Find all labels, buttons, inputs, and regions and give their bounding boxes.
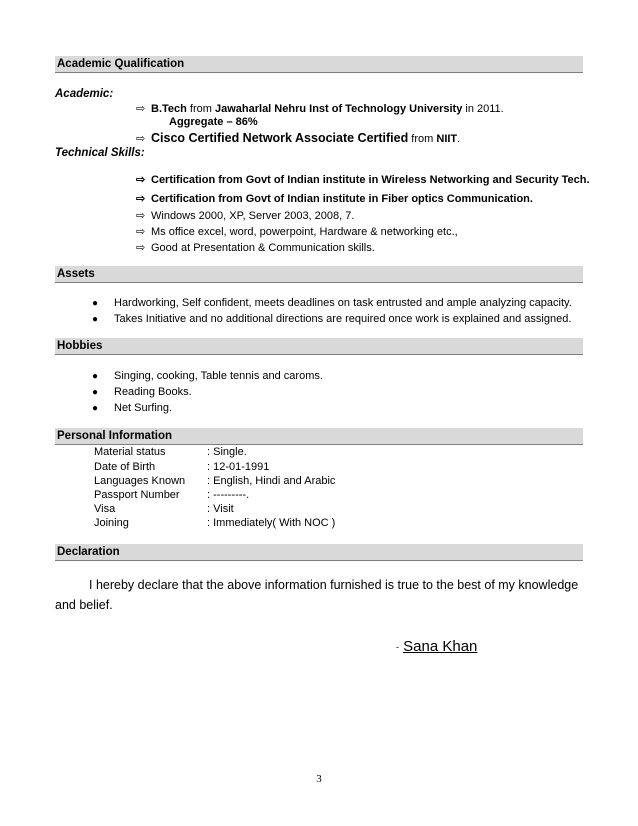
section-hobbies [55, 338, 583, 355]
skill-item: ⇨ Certification from Govt of Indian institute in Fiber optics Communication. [136, 193, 533, 205]
skill-item: ⇨ Certification from Govt of Indian institute in Wireless Networking and Security Tech. [136, 174, 590, 186]
skill-item: ⇨ Windows 2000, XP, Server 2003, 2008, 7. [136, 210, 355, 222]
bullet-icon: ● [92, 314, 99, 325]
arrow-icon: ⇨ [136, 242, 146, 254]
academic-item-btech: ⇨ B.Tech from Jawaharlal Nehru Inst of Technology University in 2011. [136, 103, 504, 115]
bullet-icon: ● [92, 298, 99, 309]
technical-skills-label: Technical Skills: [55, 147, 145, 159]
personal-info-row: Visa : Visit [94, 503, 234, 515]
signature-name: Sana Khan [403, 638, 478, 655]
personal-info-row: Passport Number : ---------. [94, 489, 250, 501]
section-declaration [55, 544, 583, 561]
section-academic-qualification [55, 56, 583, 73]
section-heading: Declaration [57, 546, 120, 558]
declaration-text: I hereby declare that the above information furnished is true to the best of my knowledge and belief. [55, 578, 579, 612]
academic-item-cisco: ⇨ Cisco Certified Network Associate Certified from NIIT. [136, 131, 461, 145]
arrow-icon: ⇨ [136, 210, 146, 222]
personal-info-row: Material status : Single. [94, 446, 247, 458]
academic-label: Academic: [55, 88, 114, 100]
page-number: 3 [316, 773, 322, 785]
bullet-icon: ● [92, 387, 99, 398]
list-item: ● Reading Books. [92, 386, 192, 398]
list-item: ● Net Surfing. [92, 402, 173, 414]
signature: - Sana Khan [396, 638, 478, 655]
list-item: ● Hardworking, Self confident, meets deadlines on task entrusted and ample analyzing capacity. [92, 297, 572, 309]
arrow-icon: ⇨ [136, 193, 146, 205]
bullet-icon: ● [92, 403, 99, 414]
list-item: ● Takes Initiative and no additional directions are required once work is explained and assigned. [92, 313, 572, 325]
section-personal-information [55, 428, 583, 445]
personal-info-row: Languages Known : English, Hindi and Arabic [94, 475, 336, 487]
section-heading: Assets [57, 268, 95, 280]
arrow-icon: ⇨ [136, 103, 146, 115]
section-heading: Hobbies [57, 340, 103, 352]
arrow-icon: ⇨ [136, 174, 146, 186]
section-heading: Personal Information [57, 430, 173, 442]
personal-info-row: Joining : Immediately( With NOC ) [94, 517, 336, 529]
skill-item: ⇨ Good at Presentation & Communication skills. [136, 242, 375, 254]
arrow-icon: ⇨ [136, 226, 146, 238]
arrow-icon: ⇨ [136, 133, 146, 145]
section-heading: Academic Qualification [57, 58, 185, 70]
bullet-icon: ● [92, 371, 99, 382]
section-assets [55, 266, 583, 283]
aggregate-text: Aggregate – 86% [169, 116, 258, 128]
list-item: ● Singing, cooking, Table tennis and caroms. [92, 370, 323, 382]
personal-info-row: Date of Birth : 12-01-1991 [94, 461, 270, 473]
skill-item: ⇨ Ms office excel, word, powerpoint, Hardware & networking etc., [136, 226, 458, 238]
